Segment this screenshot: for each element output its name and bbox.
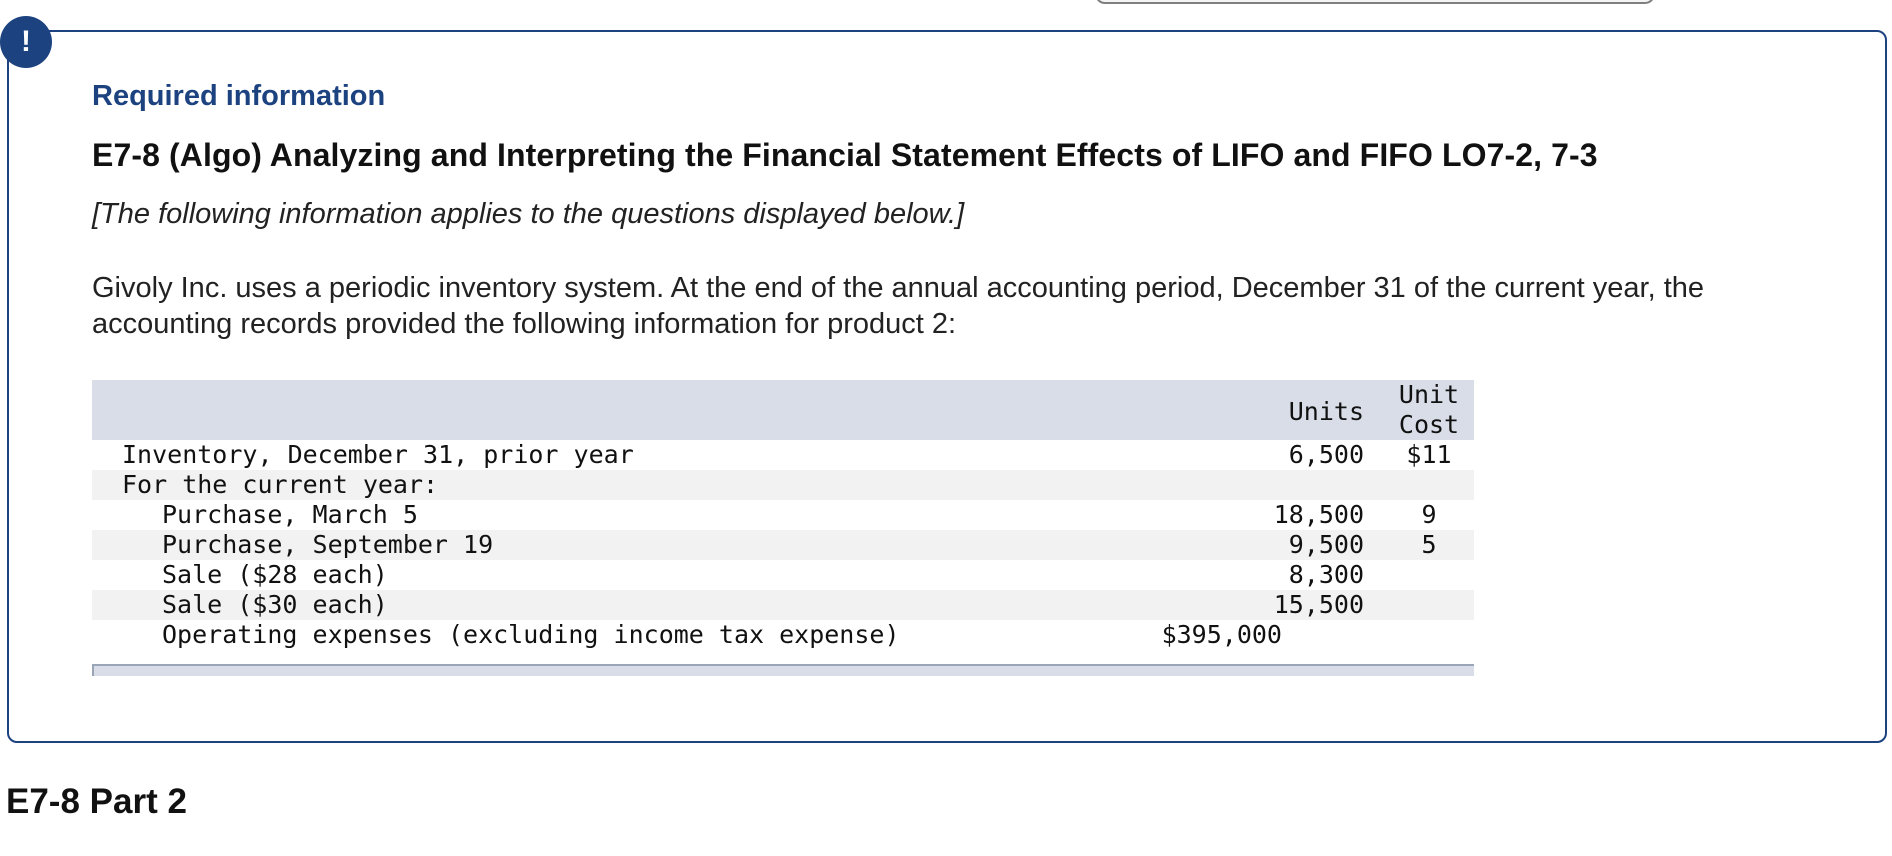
row-units: 8,300: [1288, 560, 1364, 589]
table-row: [92, 560, 1474, 590]
row-units: 9,500: [1288, 530, 1364, 559]
top-tab[interactable]: [1095, 0, 1655, 4]
row-units: 6,500: [1288, 440, 1364, 469]
row-label: Purchase, March 5: [162, 500, 418, 529]
column-header-units: Units: [1288, 397, 1364, 426]
table-row: [92, 440, 1474, 470]
part-title: E7-8 Part 2: [6, 782, 187, 821]
table-row: [92, 590, 1474, 620]
table-row: [92, 500, 1474, 530]
row-label: For the current year:: [122, 470, 439, 499]
row-amount: $395,000: [1161, 620, 1282, 649]
problem-title: E7-8 (Algo) Analyzing and Interpreting the Financial Statement Effects of LIFO and FIFO LO7-2, 7-3: [92, 137, 1598, 173]
column-header-unit-cost-line2: Cost: [1398, 410, 1460, 439]
table-row: [92, 470, 1474, 500]
row-units: 15,500: [1273, 590, 1364, 619]
row-unit-cost: 5: [1421, 530, 1437, 559]
table-row: [92, 530, 1474, 560]
table-row: [92, 620, 1474, 650]
table-footer-bar: [92, 664, 1474, 676]
column-header-unit-cost: [1364, 380, 1494, 440]
intro-paragraph: Givoly Inc. uses a periodic inventory system. At the end of the annual accounting period, December 31 of the current year, the accounting records provided the following information for product 2:: [92, 272, 1705, 340]
alert-icon: !: [0, 16, 52, 68]
row-label: Sale ($28 each): [162, 560, 388, 589]
info-note: [The following information applies to the questions displayed below.]: [92, 198, 965, 230]
row-label: Inventory, December 31, prior year: [122, 440, 634, 469]
row-label: Sale ($30 each): [162, 590, 388, 619]
required-information-heading: Required information: [92, 80, 386, 112]
row-label: Operating expenses (excluding income tax expense): [162, 620, 900, 649]
row-unit-cost: $11: [1406, 440, 1452, 469]
row-units: 18,500: [1273, 500, 1364, 529]
table-header: [92, 380, 1474, 440]
row-label: Purchase, September 19: [162, 530, 494, 559]
inventory-data-table: [92, 380, 1474, 676]
row-unit-cost: 9: [1421, 500, 1437, 529]
column-header-unit-cost-line1: Unit: [1398, 380, 1460, 409]
